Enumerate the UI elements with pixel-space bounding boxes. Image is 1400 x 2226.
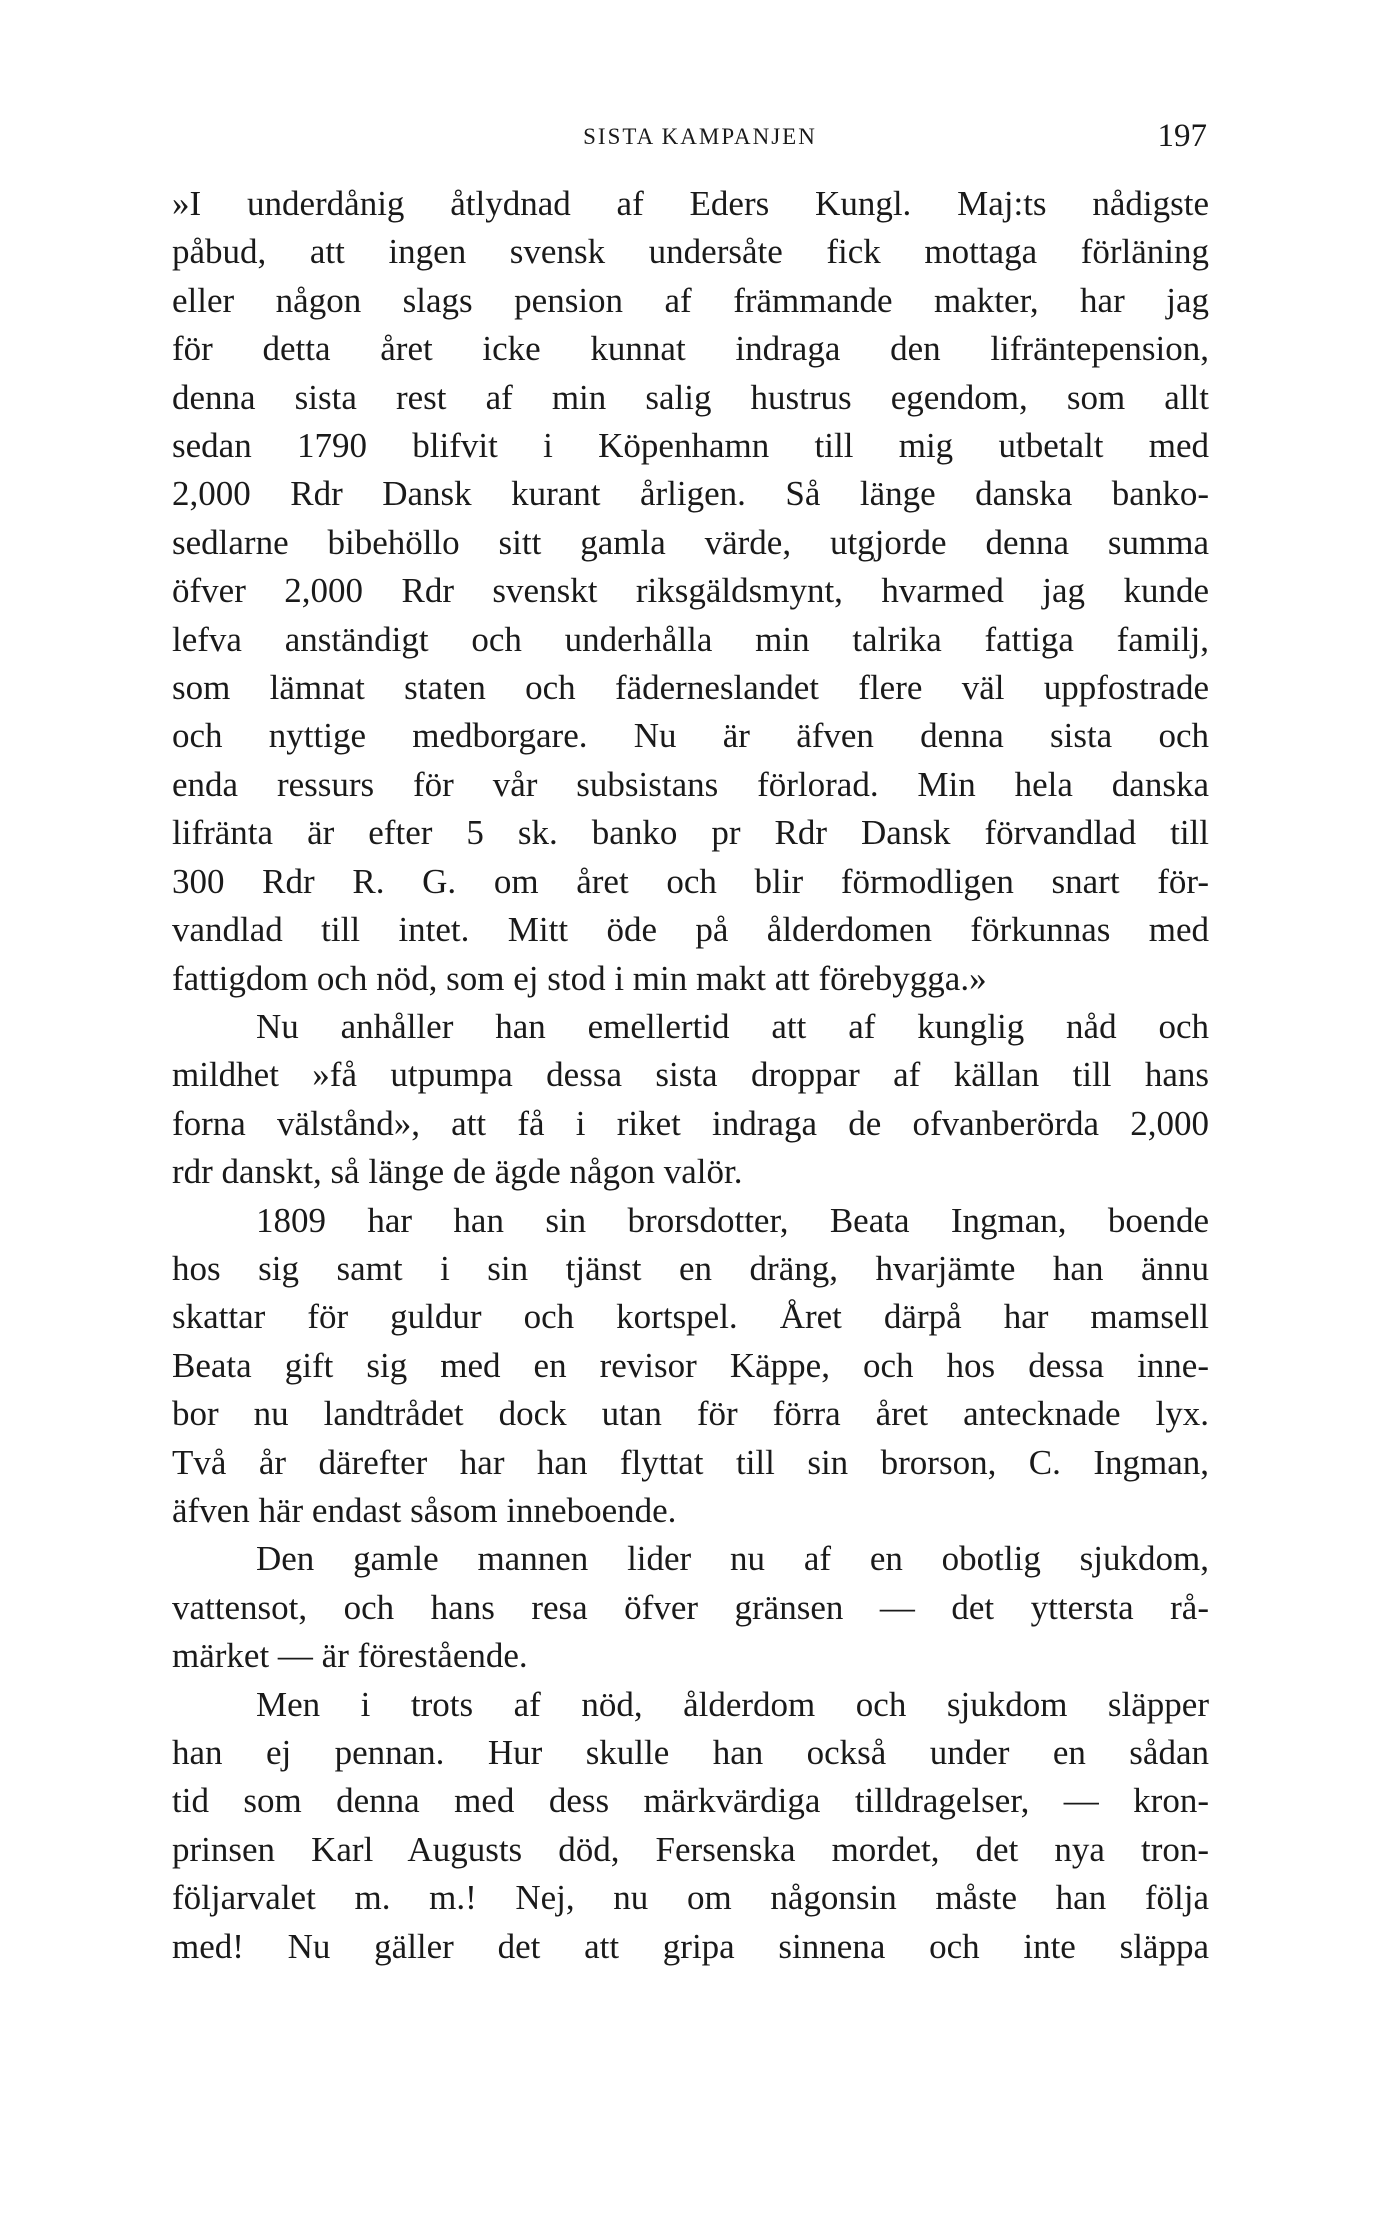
page-number: 197 (1157, 118, 1207, 154)
text-line: äfven här endast såsom inneboende. (172, 1490, 677, 1530)
text-line: »I underdånig åtlydnad af Eders Kungl. Maj:ts nådigste (172, 184, 1209, 223)
text-line: lifränta är efter 5 sk. banko pr Rdr Dansk förvandlad till (172, 813, 1209, 853)
body-text (172, 180, 1209, 1971)
text-line: bor nu landtrådet dock utan för förra året antecknade lyx. (172, 1394, 1209, 1434)
paragraph-illness (172, 1535, 1209, 1680)
text-line: denna sista rest af min salig hustrus egendom, som allt (172, 377, 1209, 417)
paragraph-letter-quote (172, 180, 1209, 1003)
text-line: 300 Rdr R. G. om året och blir förmodligen snart för- (172, 861, 1209, 901)
text-line: forna välstånd», att få i riket indraga de ofvanberörda 2,000 (172, 1103, 1209, 1143)
text-line: 2,000 Rdr Dansk kurant årligen. Så länge danska banko- (172, 474, 1209, 514)
text-line: lefva anständigt och underhålla min talrika fattiga familj, (172, 619, 1209, 659)
text-line: öfver 2,000 Rdr svenskt riksgäldsmynt, hvarmed jag kunde (172, 571, 1209, 611)
text-line: som lämnat staten och fäderneslandet flere väl uppfostrade (172, 668, 1209, 708)
running-title: SISTA KAMPANJEN (583, 124, 817, 149)
paragraph-petition (172, 1003, 1209, 1197)
text-line: skattar för guldur och kortspel. Året därpå har mamsell (172, 1297, 1209, 1337)
text-line: rdr danskt, så länge de ägde någon valör. (172, 1152, 743, 1192)
text-line: hos sig samt i sin tjänst en dräng, hvarjämte han ännu (172, 1248, 1209, 1288)
text-line: Den gamle mannen lider nu af en obotlig sjukdom, (256, 1539, 1209, 1579)
text-line: vattensot, och hans resa öfver gränsen — det yttersta rå- (172, 1587, 1209, 1627)
text-line: med! Nu gäller det att gripa sinnena och inte släppa (172, 1926, 1209, 1966)
text-line: 1809 har han sin brorsdotter, Beata Ingman, boende (256, 1200, 1209, 1240)
text-line: märket — är förestående. (172, 1636, 528, 1676)
text-line: vandlad till intet. Mitt öde på ålderdomen förkunnas med (172, 910, 1209, 950)
text-line: han ej pennan. Hur skulle han också under en sådan (172, 1733, 1209, 1772)
text-line: för detta året icke kunnat indraga den lifräntepension, (172, 329, 1209, 369)
paragraph-1809 (172, 1197, 1209, 1536)
text-line: eller någon slags pension af främmande makter, har jag (172, 280, 1209, 320)
text-line: sedan 1790 blifvit i Köpenhamn till mig utbetalt med (172, 426, 1209, 466)
text-line: mildhet »få utpumpa dessa sista droppar af källan till hans (172, 1055, 1209, 1095)
text-line: Två år därefter har han flyttat till sin brorson, C. Ingman, (172, 1442, 1209, 1482)
text-line: Men i trots af nöd, ålderdom och sjukdom släpper (256, 1684, 1209, 1724)
text-line: sedlarne bibehöllo sitt gamla värde, utgjorde denna summa (172, 522, 1209, 562)
text-line: fattigdom och nöd, som ej stod i min makt att förebygga.» (172, 958, 987, 998)
paragraph-pen (172, 1681, 1209, 1971)
text-line: påbud, att ingen svensk undersåte fick mottaga förläning (172, 232, 1209, 272)
running-head (0, 118, 1400, 158)
text-line: och nyttige medborgare. Nu är äfven denna sista och (172, 716, 1209, 756)
text-line: följarvalet m. m.! Nej, nu om någonsin måste han följa (172, 1878, 1209, 1918)
text-line: enda ressurs för vår subsistans förlorad. Min hela danska (172, 764, 1209, 804)
text-line: prinsen Karl Augusts död, Fersenska mordet, det nya tron- (172, 1829, 1209, 1869)
text-line: Beata gift sig med en revisor Käppe, och hos dessa inne- (172, 1345, 1209, 1385)
text-line: Nu anhåller han emellertid att af kunglig nåd och (256, 1006, 1209, 1046)
text-line: tid som denna med dess märkvärdiga tilldragelser, — kron- (172, 1781, 1209, 1821)
